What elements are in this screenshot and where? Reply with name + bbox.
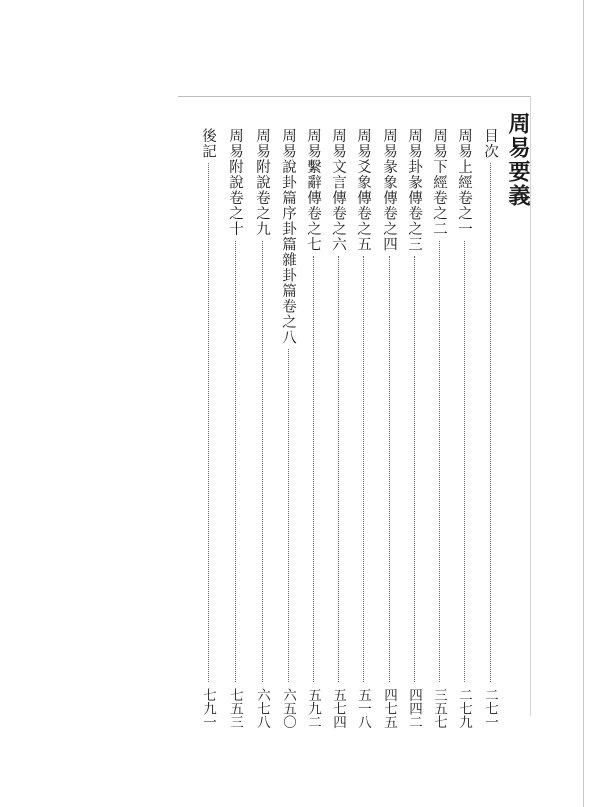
toc-entry-vol2[interactable] xyxy=(430,128,448,728)
toc-page-number: 七五三 xyxy=(227,687,243,728)
toc-entry-vol3[interactable] xyxy=(405,128,423,728)
dot-leader xyxy=(208,163,209,682)
toc-page-number: 六七八 xyxy=(254,687,270,728)
toc-entry-vol4[interactable] xyxy=(380,128,398,728)
toc-entry-vol10[interactable] xyxy=(226,128,244,728)
dot-leader xyxy=(338,256,339,682)
toc-entry-title: 目次 xyxy=(482,128,498,159)
toc-page-number: 五九二 xyxy=(305,687,321,728)
toc-entry-title: 周易附說卷之九 xyxy=(254,128,270,237)
toc-entry-title: 周易說卦篇序卦篇雜卦篇卷之八 xyxy=(280,128,296,345)
toc-entry-title: 周易繫辭傳卷之七 xyxy=(305,128,321,252)
toc-entry-vol9[interactable] xyxy=(253,128,271,728)
dot-leader xyxy=(288,349,289,682)
toc-entry-title: 周易爻象傳卷之五 xyxy=(355,128,371,252)
dot-leader xyxy=(363,256,364,682)
toc-entry-title: 周易卦彖傳卷之三 xyxy=(406,128,422,252)
toc-entry-afterword[interactable] xyxy=(199,128,217,728)
toc-entry-title: 周易彖象傳卷之四 xyxy=(381,128,397,252)
toc-entry-vol8[interactable] xyxy=(279,128,297,728)
dot-leader xyxy=(490,163,491,682)
toc-entry-contents[interactable] xyxy=(481,128,499,728)
page-edge-line xyxy=(583,0,584,807)
dot-leader xyxy=(414,256,415,682)
toc-page-number: 四七五 xyxy=(381,687,397,728)
toc-entry-vol6[interactable] xyxy=(329,128,347,728)
dot-leader xyxy=(262,241,263,682)
toc-entry-title: 周易下經卷之二 xyxy=(431,128,447,237)
toc-page-number: 七九一 xyxy=(200,687,216,728)
toc-page-number: 五一八 xyxy=(355,687,371,728)
toc-entry-title: 周易文言傳卷之六 xyxy=(330,128,346,252)
dot-leader xyxy=(464,241,465,682)
dot-leader xyxy=(235,241,236,682)
toc-entry-vol7[interactable] xyxy=(304,128,322,728)
top-rule xyxy=(178,96,530,97)
book-title: 周易要義 xyxy=(505,112,531,208)
toc-entry-title: 後記 xyxy=(200,128,216,159)
dot-leader xyxy=(389,256,390,682)
dot-leader xyxy=(313,256,314,682)
toc-page-number: 二七九 xyxy=(456,687,472,728)
toc-page-number: 三五七 xyxy=(431,687,447,728)
toc-entry-vol5[interactable] xyxy=(354,128,372,728)
toc-entry-title: 周易上經卷之一 xyxy=(456,128,472,237)
toc-entry-vol1[interactable] xyxy=(455,128,473,728)
toc-entry-title: 周易附說卷之十 xyxy=(227,128,243,237)
toc-page-number: 六五〇 xyxy=(280,687,296,728)
toc-page-number: 四四二 xyxy=(406,687,422,728)
toc-page-number: 二七一 xyxy=(482,687,498,728)
dot-leader xyxy=(439,241,440,682)
toc-page-number: 五七四 xyxy=(330,687,346,728)
